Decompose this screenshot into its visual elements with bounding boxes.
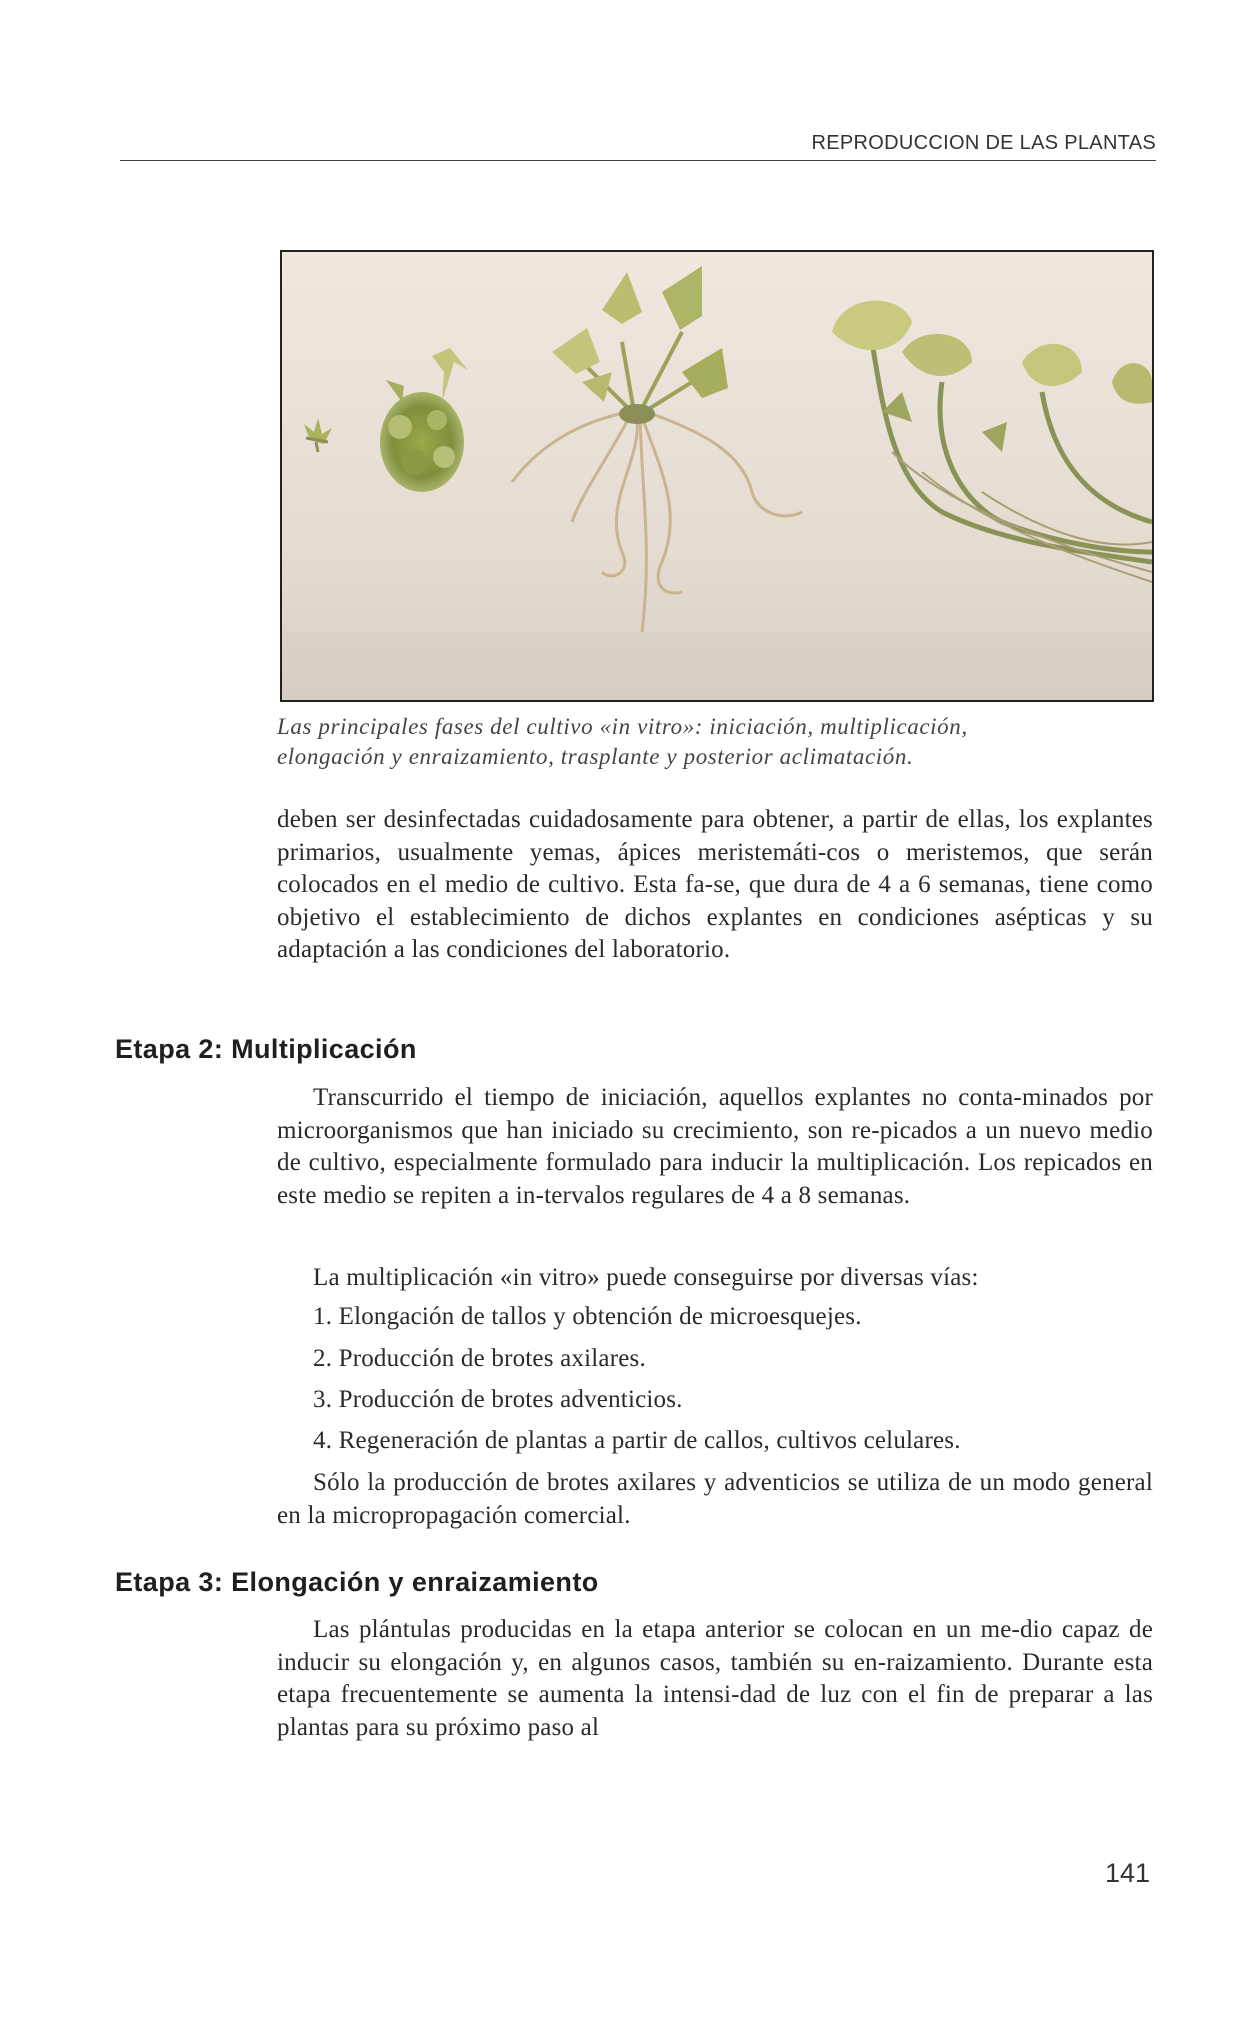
etapa-2-paragraph-3: Sólo la producción de brotes axilares y adventicios se utiliza de un modo general en la micropropagación comercial. [277,1469,1153,1529]
etapa-3-paragraph: Las plántulas producidas en la etapa anterior se colocan en un me-dio capaz de inducir su elongación y, en algunos casos, también su en-raizamiento. Durante esta etapa frecuentemente se aumenta la intensi-dad de luz con el fin de preparar a las plantas para su próximo paso al [277,1616,1153,1741]
figure-caption [277,712,1157,772]
etapa-2-heading: Etapa 2: Multiplicación [115,1034,417,1064]
etapa-2-paragraph-1: Transcurrido el tiempo de iniciación, aquellos explantes no conta-minados por microorganismos que han iniciado su crecimiento, son re-picados a un nuevo medio de cultivo, especialmente formulado para inducir la multiplicación. Los repicados en este medio se repiten a in-tervalos regulares de 4 a 8 semanas. [277,1084,1153,1209]
intro-paragraph: deben ser desinfectadas cuidadosamente para obtener, a partir de ellas, los explantes primarios, usualmente yemas, ápices meristemáti-cos o meristemos, que serán colocados en el medio de cultivo. Esta fa-se, que dura de 4 a 6 semanas, tiene como objetivo el establecimiento de dichos explantes en condiciones asépticas y su adaptación a las condiciones del laboratorio. [277,806,1153,963]
etapa-3-heading: Etapa 3: Elongación y enraizamiento [115,1567,599,1597]
list-item-4: 4. Regeneración de plantas a partir de callos, cultivos celulares. [313,1427,961,1454]
caption-line-1: Las principales fases del cultivo «in vitro»: iniciación, multiplicación, [277,714,968,739]
plant-stages-illustration [282,252,1152,700]
plant-stages-photo [280,250,1154,702]
list-item-3: 3. Producción de brotes adventicios. [313,1386,683,1413]
caption-line-2: elongación y enraizamiento, trasplante y posterior aclimatación. [277,744,914,769]
running-head: REPRODUCCION DE LAS PLANTAS [811,132,1156,154]
page-number: 141 [1104,1858,1150,1888]
list-item-1: 1. Elongación de tallos y obtención de microesquejes. [313,1303,862,1330]
etapa-2-paragraph-2: La multiplicación «in vitro» puede conseguirse por diversas vías: [313,1264,979,1291]
list-item-2: 2. Producción de brotes axilares. [313,1345,646,1372]
header-rule [120,160,1156,161]
